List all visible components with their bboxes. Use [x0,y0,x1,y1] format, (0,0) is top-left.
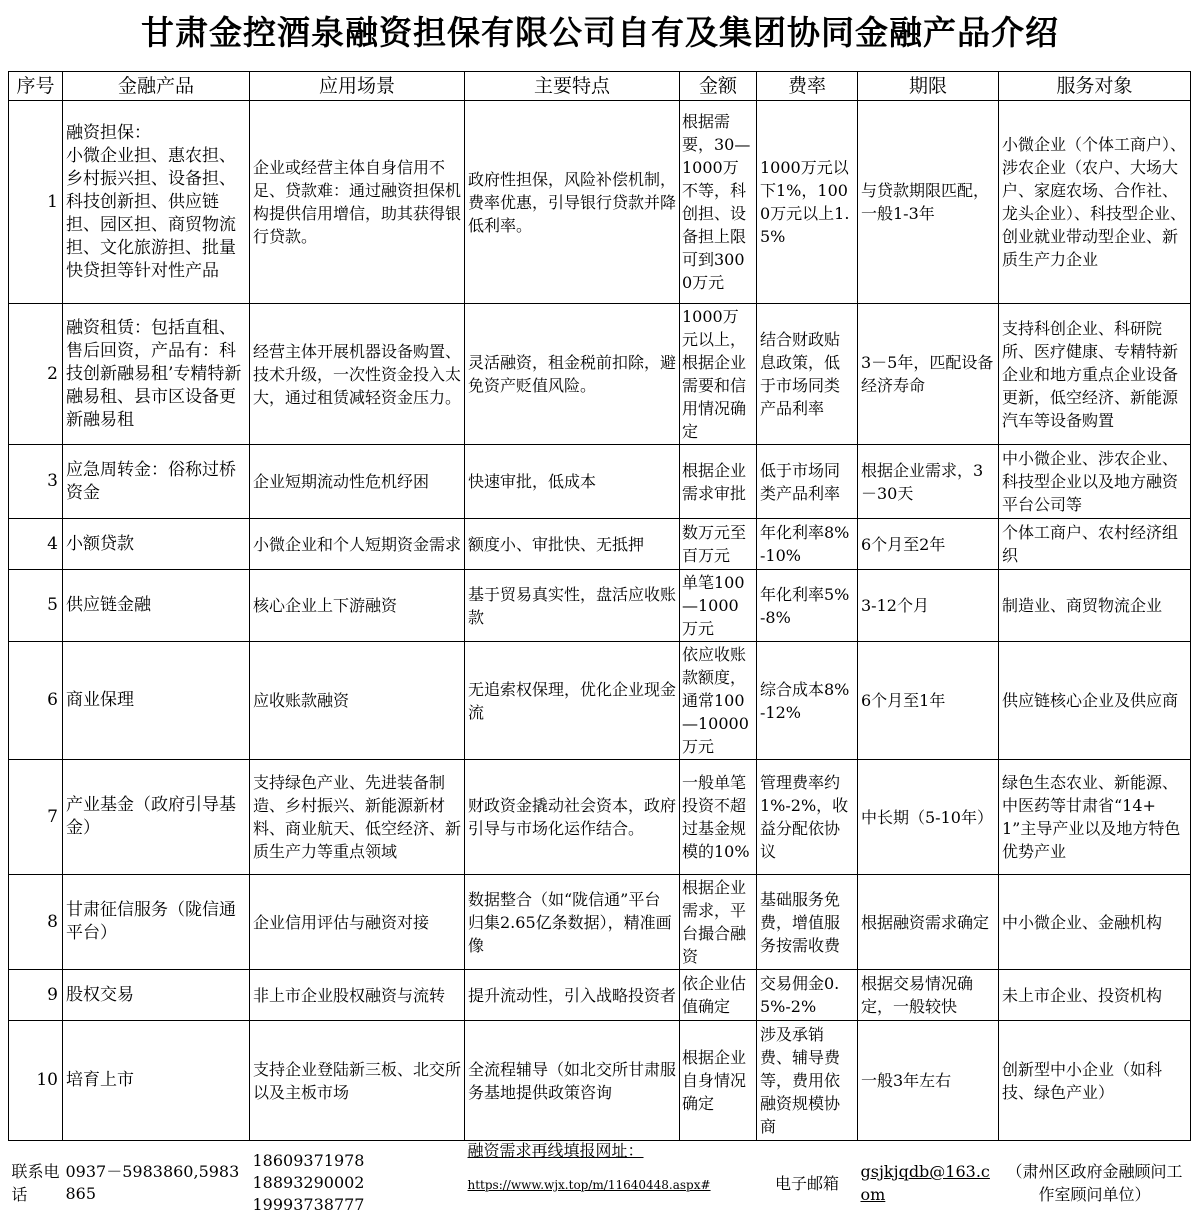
cell-scenario: 经营主体开展机器设备购置、技术升级，一次性资金投入太大，通过租赁减轻资金压力。 [250,304,465,445]
cell-target: 未上市企业、投资机构 [999,970,1191,1021]
cell-seq: 5 [9,570,63,642]
cell-product: 甘肃征信服务（陇信通平台） [63,875,250,970]
cell-term: 中长期（5-10年） [858,760,999,875]
table-row [9,570,1191,642]
cell-rate: 低于市场同类产品利率 [757,445,858,519]
cell-scenario: 应收账款融资 [250,642,465,760]
cell-scenario: 企业或经营主体自身信用不足、贷款难：通过融资担保机构提供信用增信，助其获得银行贷款。 [250,101,465,304]
cell-term: 3-12个月 [858,570,999,642]
advisor-unit: （肃州区政府金融顾问工作室顾问单位） [999,1141,1191,1225]
cell-product: 供应链金融 [63,570,250,642]
table-row [9,970,1191,1021]
mobile-number: 18893290002 [253,1172,462,1194]
cell-target: 供应链核心企业及供应商 [999,642,1191,760]
cell-product-title: 融资担保： 小微企业担、惠农担、乡村振兴担、设备担、科技创新担、供应链担、园区担、商贸物流担、文化旅游担、批量快贷担等针对性产品 [66,123,236,281]
cell-seq: 1 [9,101,63,304]
cell-rate: 1000万元以下1%，1000万元以上1.5% [757,101,858,304]
cell-target: 创新型中小企业（如科技、绿色产业） [999,1021,1191,1141]
cell-product: 融资租赁：包括直租、售后回资，产品有：科技创新融易租’专精特新融易租、县市区设备更新融易租 [63,304,250,445]
cell-features: 数据整合（如“陇信通”平台归集2.65亿条数据），精准画像 [465,875,680,970]
cell-scenario: 小微企业和个人短期资金需求 [250,519,465,570]
cell-scenario: 企业信用评估与融资对接 [250,875,465,970]
table-row [9,304,1191,445]
cell-scenario: 核心企业上下游融资 [250,570,465,642]
cell-scenario: 支持企业登陆新三板、北交所以及主板市场 [250,1021,465,1141]
cell-amount: 单笔100—1000万元 [680,570,757,642]
table-header-row [9,72,1191,101]
cell-features: 政府性担保，风险补偿机制，费率优惠，引导银行贷款并降低利率。 [465,101,680,304]
cell-amount: 根据企业需求，平台撮合融资 [680,875,757,970]
cell-product: 小额贷款 [63,519,250,570]
cell-rate: 交易佣金0.5%-2% [757,970,858,1021]
cell-amount: 根据企业自身情况确定 [680,1021,757,1141]
cell-rate: 涉及承销费、辅导费等，费用依融资规模协商 [757,1021,858,1141]
cell-term: 6个月至1年 [858,642,999,760]
cell-seq: 10 [9,1021,63,1141]
cell-target: 中小微企业、涉农企业、科技型企业以及地方融资平台公司等 [999,445,1191,519]
header-scenario: 应用场景 [250,72,465,101]
cell-features: 无追索权保理，优化企业现金流 [465,642,680,760]
mobile-number: 19993738777 [253,1194,462,1216]
email-label: 电子邮箱 [757,1141,858,1225]
table-row [9,1021,1191,1141]
cell-rate: 基础服务免费，增值服务按需收费 [757,875,858,970]
email-link[interactable]: gsjkjqdb@163.com [858,1141,999,1225]
cell-rate: 年化利率5%-8% [757,570,858,642]
cell-target: 制造业、商贸物流企业 [999,570,1191,642]
cell-features: 全流程辅导（如北交所甘肃服务基地提供政策咨询 [465,1021,680,1141]
cell-amount: 1000万元以上，根据企业需要和信用情况确定 [680,304,757,445]
header-features: 主要特点 [465,72,680,101]
landline-numbers: 0937－5983860,5983865 [63,1141,250,1225]
cell-amount: 数万元至百万元 [680,519,757,570]
cell-amount: 依应收账款额度，通常100—10000万元 [680,642,757,760]
cell-scenario: 企业短期流动性危机纾困 [250,445,465,519]
cell-product: 产业基金（政府引导基金） [63,760,250,875]
cell-features: 快速审批，低成本 [465,445,680,519]
cell-seq: 7 [9,760,63,875]
cell-product: 商业保理 [63,642,250,760]
header-seq: 序号 [9,72,63,101]
mobile-number: 18609371978 [253,1150,462,1172]
cell-seq: 3 [9,445,63,519]
cell-term: 一般3年左右 [858,1021,999,1141]
cell-amount: 根据企业需求审批 [680,445,757,519]
cell-rate: 管理费率约1%-2%，收益分配依协议 [757,760,858,875]
cell-features: 财政资金撬动社会资本，政府引导与市场化运作结合。 [465,760,680,875]
cell-rate: 结合财政贴息政策，低于市场同类产品利率 [757,304,858,445]
cell-term: 根据交易情况确定，一般较快 [858,970,999,1021]
cell-scenario: 支持绿色产业、先进装备制造、乡村振兴、新能源新材料、商业航天、低空经济、新质生产力等重点领域 [250,760,465,875]
cell-seq: 4 [9,519,63,570]
cell-term: 6个月至2年 [858,519,999,570]
contact-label: 联系电话 [9,1141,63,1225]
cell-amount: 依企业估值确定 [680,970,757,1021]
online-form-cell [465,1141,757,1225]
cell-amount: 根据需要，30—1000万不等，科创担、设备担上限可到3000万元 [680,101,757,304]
cell-target: 绿色生态农业、新能源、中医药等甘肃省“14+1”主导产业以及地方特色优势产业 [999,760,1191,875]
page-title: 甘肃金控酒泉融资担保有限公司自有及集团协同金融产品介绍 [0,0,1200,60]
cell-target: 支持科创企业、科研院所、医疗健康、专精特新企业和地方重点企业设备更新，低空经济、新能源汽车等设备购置 [999,304,1191,445]
table-row [9,642,1191,760]
header-term: 期限 [858,72,999,101]
cell-target: 中小微企业、金融机构 [999,875,1191,970]
cell-seq: 6 [9,642,63,760]
cell-term: 与贷款期限匹配，一般1-3年 [858,101,999,304]
cell-target: 小微企业（个体工商户）、涉农企业（农户、大场大户、家庭农场、合作社、龙头企业）、科技型企业、创业就业带动型企业、新质生产力企业 [999,101,1191,304]
online-form-link[interactable]: https://www.wjx.top/m/11640448.aspx# [468,1177,754,1194]
header-product: 金融产品 [63,72,250,101]
cell-features: 灵活融资，租金税前扣除，避免资产贬值风险。 [465,304,680,445]
online-form-label: 融资需求再线填报网址： [468,1141,644,1160]
cell-term: 根据融资需求确定 [858,875,999,970]
cell-rate: 综合成本8%-12% [757,642,858,760]
cell-rate: 年化利率8%-10% [757,519,858,570]
header-rate: 费率 [757,72,858,101]
header-amount: 金额 [680,72,757,101]
cell-scenario: 非上市企业股权融资与流转 [250,970,465,1021]
cell-amount: 一般单笔投资不超过基金规模的10% [680,760,757,875]
cell-product [63,101,250,304]
cell-term: 根据企业需求，3－30天 [858,445,999,519]
cell-product: 应急周转金：俗称过桥资金 [63,445,250,519]
table-row [9,445,1191,519]
product-table [8,71,1191,1225]
table-row [9,101,1191,304]
cell-term: 3－5年，匹配设备经济寿命 [858,304,999,445]
cell-target: 个体工商户、农村经济组织 [999,519,1191,570]
table-row [9,519,1191,570]
cell-features: 基于贸易真实性，盘活应收账款 [465,570,680,642]
mobile-numbers [250,1141,465,1225]
cell-product: 股权交易 [63,970,250,1021]
contact-footer [9,1141,1191,1225]
cell-features: 额度小、审批快、无抵押 [465,519,680,570]
cell-features: 提升流动性，引入战略投资者 [465,970,680,1021]
table-row [9,875,1191,970]
header-target: 服务对象 [999,72,1191,101]
cell-seq: 8 [9,875,63,970]
cell-product: 培育上市 [63,1021,250,1141]
cell-seq: 2 [9,304,63,445]
table-row [9,760,1191,875]
cell-seq: 9 [9,970,63,1021]
